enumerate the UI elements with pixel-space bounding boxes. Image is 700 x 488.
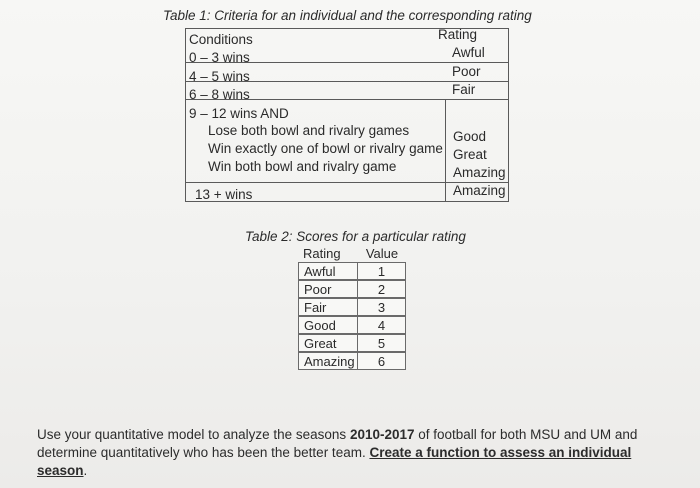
- table1-row-condition: 0 – 3 wins: [189, 50, 250, 65]
- table1-subcondition: Win exactly one of bowl or rivalry game: [208, 141, 443, 156]
- instruction-period: .: [83, 463, 88, 478]
- table1-group-rating: Good: [453, 129, 487, 144]
- table-row: [298, 334, 406, 352]
- table2-value-cell: 4: [358, 316, 406, 334]
- table1-row-rating: Fair: [452, 82, 476, 97]
- table1-column-divider: [445, 99, 446, 202]
- table2-value-cell: 1: [358, 262, 406, 280]
- scores-table: [298, 245, 406, 369]
- table2-value-cell: 5: [358, 334, 406, 352]
- table1-group-condition: 9 – 12 wins AND: [189, 106, 289, 121]
- table2-rating-cell: Great: [298, 334, 358, 352]
- table2-rating-cell: Good: [298, 316, 358, 334]
- table-row: [298, 316, 406, 334]
- table2-caption: Table 2: Scores for a particular rating: [245, 229, 466, 244]
- table1-row-rating: Awful: [452, 45, 485, 60]
- table-row: [298, 298, 406, 316]
- table1-row-condition: 13 + wins: [195, 187, 253, 202]
- table2-value-cell: 2: [358, 280, 406, 298]
- table2-value-cell: 3: [358, 298, 406, 316]
- table2-rating-cell: Fair: [298, 298, 358, 316]
- seasons-range: 2010-2017: [349, 427, 415, 442]
- table1-subcondition: Win both bowl and rivalry game: [208, 159, 397, 174]
- table2-header-rating: Rating: [303, 246, 341, 261]
- table1-row-rating: Amazing: [453, 183, 506, 198]
- table1-header-rating: Rating: [438, 27, 478, 42]
- table1-row-condition: 6 – 8 wins: [189, 87, 250, 102]
- task-highlight: Create a function to assess an individual season: [37, 445, 632, 478]
- table1-row-rating: Poor: [452, 64, 481, 79]
- table2-header-row: [298, 245, 406, 263]
- table-row: [298, 352, 406, 370]
- table2-rating-cell: Poor: [298, 280, 358, 298]
- criteria-table: [185, 28, 509, 202]
- table1-caption: Table 1: Criteria for an individual and the corresponding rating: [163, 8, 532, 23]
- table-row: [298, 262, 406, 280]
- table2-rating-cell: Amazing: [298, 352, 358, 370]
- table2-header-value: Value: [365, 246, 399, 261]
- instruction-text: Use your quantitative model to analyze the seasons: [37, 427, 350, 442]
- table1-row-condition: 4 – 5 wins: [189, 69, 250, 84]
- table1-subcondition: Lose both bowl and rivalry games: [208, 123, 410, 138]
- table2-rating-cell: Awful: [298, 262, 358, 280]
- table1-group-rating: Great: [453, 147, 487, 162]
- assignment-instruction: [37, 426, 667, 480]
- table2-value-cell: 6: [358, 352, 406, 370]
- table-row: [298, 280, 406, 298]
- table1-group-rating: Amazing: [453, 165, 506, 180]
- instruction-text: of football for both MSU and UM and determine quantitatively who has been the better team.: [37, 427, 638, 460]
- table1-header-conditions: Conditions: [189, 32, 253, 47]
